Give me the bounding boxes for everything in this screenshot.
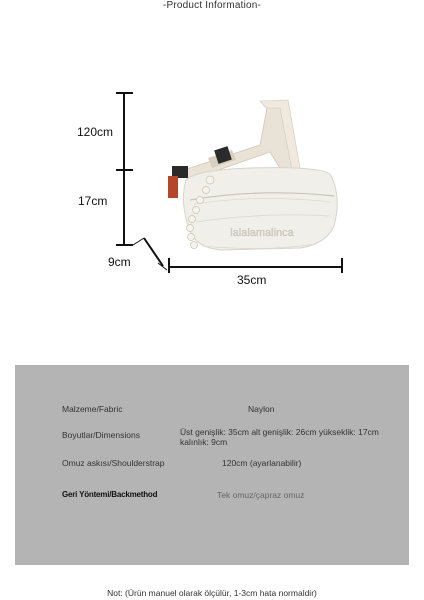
tab-patch bbox=[168, 176, 178, 198]
spec-key: Boyutlar/Dimensions bbox=[62, 430, 140, 440]
section-title: -Product Information- bbox=[162, 0, 262, 11]
strap-length-label: 120cm bbox=[77, 125, 114, 139]
depth-label: 9cm bbox=[108, 255, 131, 269]
spec-key: Omuz askısı/Shoulderstrap bbox=[62, 458, 165, 468]
spec-value: Üst genişlik: 35cm alt genişlik: 26cm yükseklik: 17cm kalınlık: 9cm bbox=[180, 427, 379, 447]
spec-key: Geri Yöntemi/Backmethod bbox=[62, 490, 158, 499]
spec-key: Malzeme/Fabric bbox=[62, 404, 123, 414]
spec-value: Naylon bbox=[248, 404, 275, 414]
height-label: 17cm bbox=[78, 194, 108, 208]
specification-table bbox=[15, 365, 409, 565]
depth-dimension-line bbox=[144, 238, 163, 266]
spec-value: 120cm (ayarlanabilir) bbox=[222, 458, 302, 468]
bag-logo: lalalamalinca bbox=[230, 227, 294, 239]
spec-value: Tek omuz/çapraz omuz bbox=[217, 490, 305, 500]
measurement-note: Not: (Ürün manuel olarak ölçülür, 1-3cm hata normaldir) bbox=[107, 588, 317, 598]
width-label: 35cm bbox=[237, 273, 267, 287]
